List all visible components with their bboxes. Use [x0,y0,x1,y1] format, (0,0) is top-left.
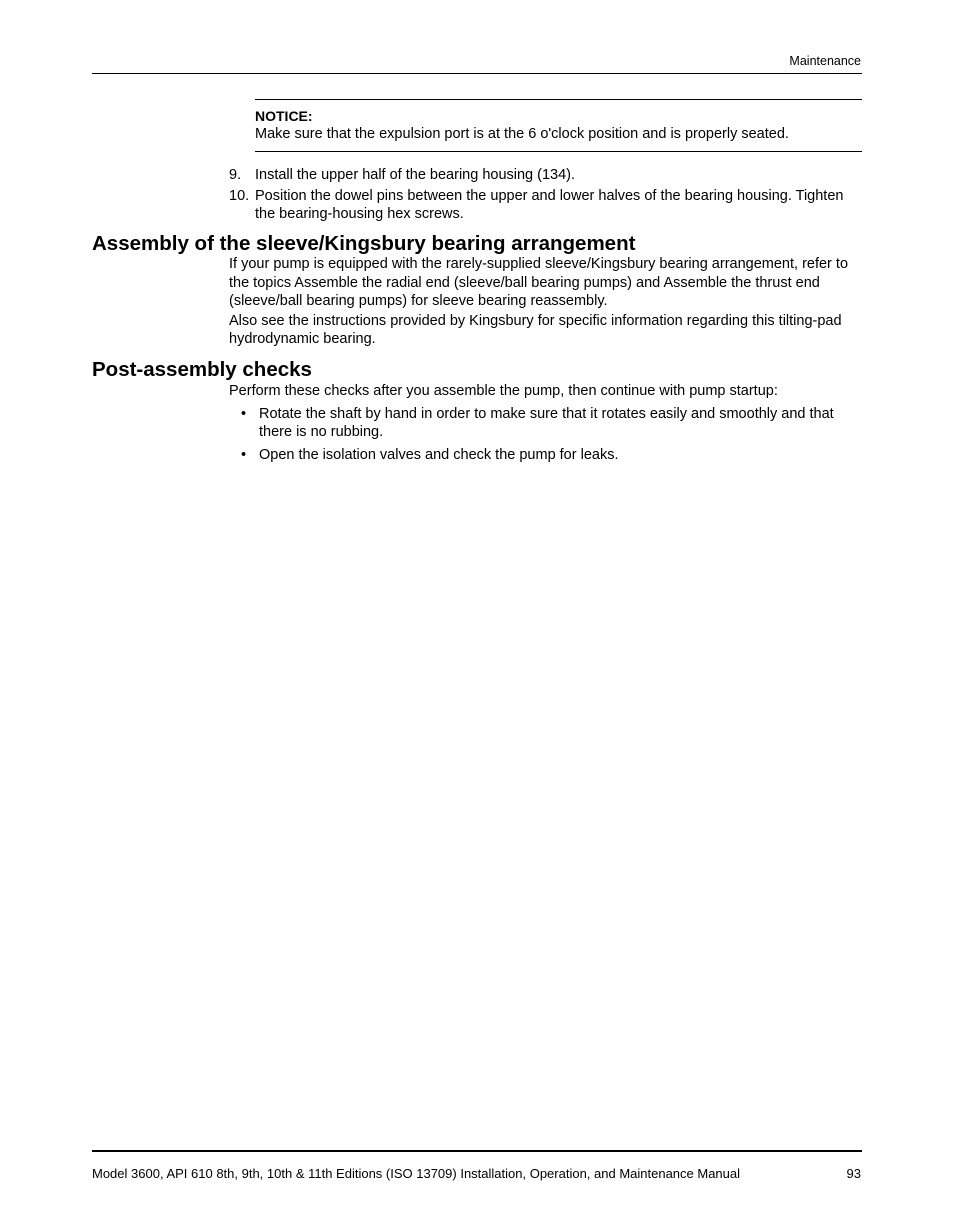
notice-title: NOTICE: [255,108,313,124]
list-item-text: Rotate the shaft by hand in order to make sure that it rotates easily and smoothly and that there is no rubbing. [259,405,834,440]
running-header: Maintenance [789,54,861,68]
list-item [229,405,862,442]
step-text: Install the upper half of the bearing housing (134). [255,167,576,183]
step-item [229,166,862,185]
notice-text: Make sure that the expulsion port is at the 6 o'clock position and is properly seated. [255,126,789,142]
bullet-icon: • [241,405,247,422]
section-heading-assembly: Assembly of the sleeve/Kingsbury bearing arrangement [92,232,636,255]
paragraph: Also see the instructions provided by Kingsbury for specific information regarding this tilting-pad hydrodynamic bearing. [229,312,842,347]
checks-list [229,405,862,465]
section-body-assembly [229,255,862,349]
footer-rule [92,1150,862,1152]
step-item [229,187,862,224]
header-rule [92,73,862,74]
step-number: 10. [229,187,250,204]
bullet-icon: • [241,446,247,463]
section-heading-post-assembly: Post-assembly checks [92,358,312,381]
procedure-steps [229,166,862,226]
step-number: 9. [229,167,242,183]
list-item [229,446,862,465]
footer-title: Model 3600, API 610 8th, 9th, 10th & 11th Editions (ISO 13709) Installation, Operation, and Maintenance Manual [92,1166,741,1181]
page-number: 93 [846,1166,861,1181]
paragraph: If your pump is equipped with the rarely-supplied sleeve/Kingsbury bearing arrangement, refer to the topics Assemble the radial end (sleeve/ball bearing pumps) and Assemble the thrust end (sleeve/ball bearing pumps) for sleeve bearing reassembly. [229,256,849,309]
section-body-post-assembly [229,382,862,468]
step-text: Position the dowel pins between the upper and lower halves of the bearing housing. Tighten the bearing-housing hex screws. [255,187,844,222]
list-item-text: Open the isolation valves and check the pump for leaks. [259,446,619,463]
notice-box [255,99,862,152]
intro-paragraph: Perform these checks after you assemble the pump, then continue with pump startup: [229,383,778,399]
